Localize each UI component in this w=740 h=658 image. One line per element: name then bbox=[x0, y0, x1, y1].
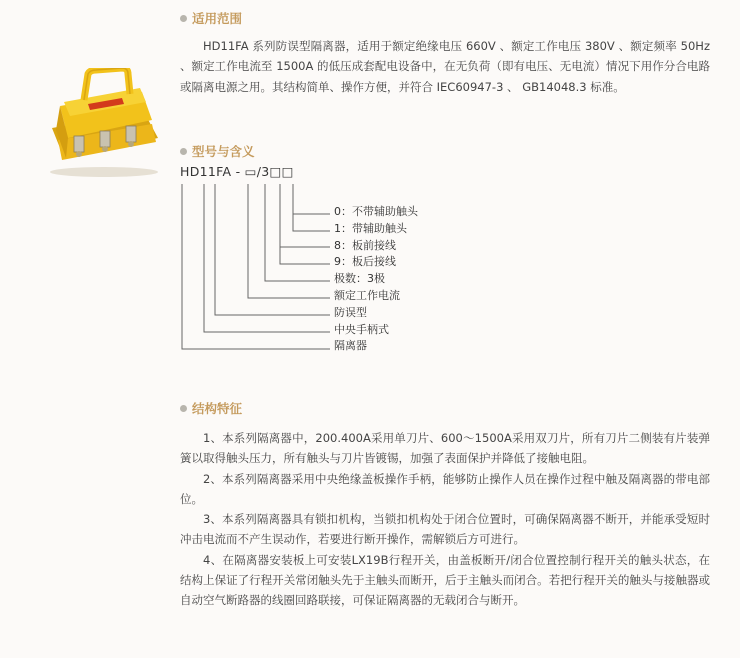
product-image bbox=[44, 68, 162, 178]
model-code: HD11FA - ▭/3□□ bbox=[180, 164, 294, 179]
section-heading-scope: 适用范围 bbox=[180, 11, 242, 27]
legend-item: 9：板后接线 bbox=[334, 255, 396, 269]
scope-paragraph: HD11FA 系列防误型隔离器，适用于额定绝缘电压 660V 、额定工作电压 380V 、额定频率 50Hz 、额定工作电流至 1500A 的低压成套配电设备中，在无负荷（即有电压、无电流）情况下用作分合电路或隔离电源之用。其结构简单、操作方便，并符合 IEC60947-3 、 GB14048.3 标准。 bbox=[180, 39, 710, 94]
feature-paragraph: 1、本系列隔离器中，200.400A采用单刀片、600～1500A采用双刀片，所有刀片二侧装有片装弹簧以取得触头压力，所有触头与刀片皆镀锡，加强了表面保护并降低了接触电阻。 bbox=[180, 431, 710, 466]
bullet-icon bbox=[180, 15, 187, 22]
legend-item: 中央手柄式 bbox=[334, 322, 389, 336]
model-legend bbox=[334, 204, 418, 355]
feature-paragraph: 3、本系列隔离器具有锁扣机构，当锁扣机构处于闭合位置时，可确保隔离器不断开，并能承受短时冲击电流而不产生误动作，若要进行断开操作，需解锁后方可进行。 bbox=[180, 512, 710, 547]
legend-item: 8：板前接线 bbox=[334, 238, 396, 252]
features-paragraphs bbox=[180, 428, 710, 611]
bullet-icon bbox=[180, 405, 187, 412]
feature-paragraph: 2、本系列隔离器采用中央绝缘盖板操作手柄，能够防止操作人员在操作过程中触及隔离器的带电部位。 bbox=[180, 471, 710, 506]
bullet-icon bbox=[180, 148, 187, 155]
legend-item: 隔离器 bbox=[334, 339, 367, 353]
model-breakdown-diagram bbox=[180, 182, 340, 362]
legend-item: 1：带辅助触头 bbox=[334, 221, 407, 235]
legend-item: 额定工作电流 bbox=[334, 288, 400, 302]
legend-item: 极数：3极 bbox=[334, 272, 385, 286]
section-heading-model: 型号与含义 bbox=[180, 144, 255, 160]
legend-item: 防误型 bbox=[334, 305, 367, 319]
feature-paragraph: 4、在隔离器安装板上可安装LX19B行程开关，由盖板断开/闭合位置控制行程开关的触头状态，在结构上保证了行程开关常闭触头先于主触头而断开，后于主触头而闭合。若把行程开关的触头与接触器或自动空气断路器的线圈回路联接，可保证隔离器的无载闭合与断开。 bbox=[180, 552, 710, 608]
legend-item: 0：不带辅助触头 bbox=[334, 205, 418, 218]
section-heading-features: 结构特征 bbox=[180, 401, 242, 417]
